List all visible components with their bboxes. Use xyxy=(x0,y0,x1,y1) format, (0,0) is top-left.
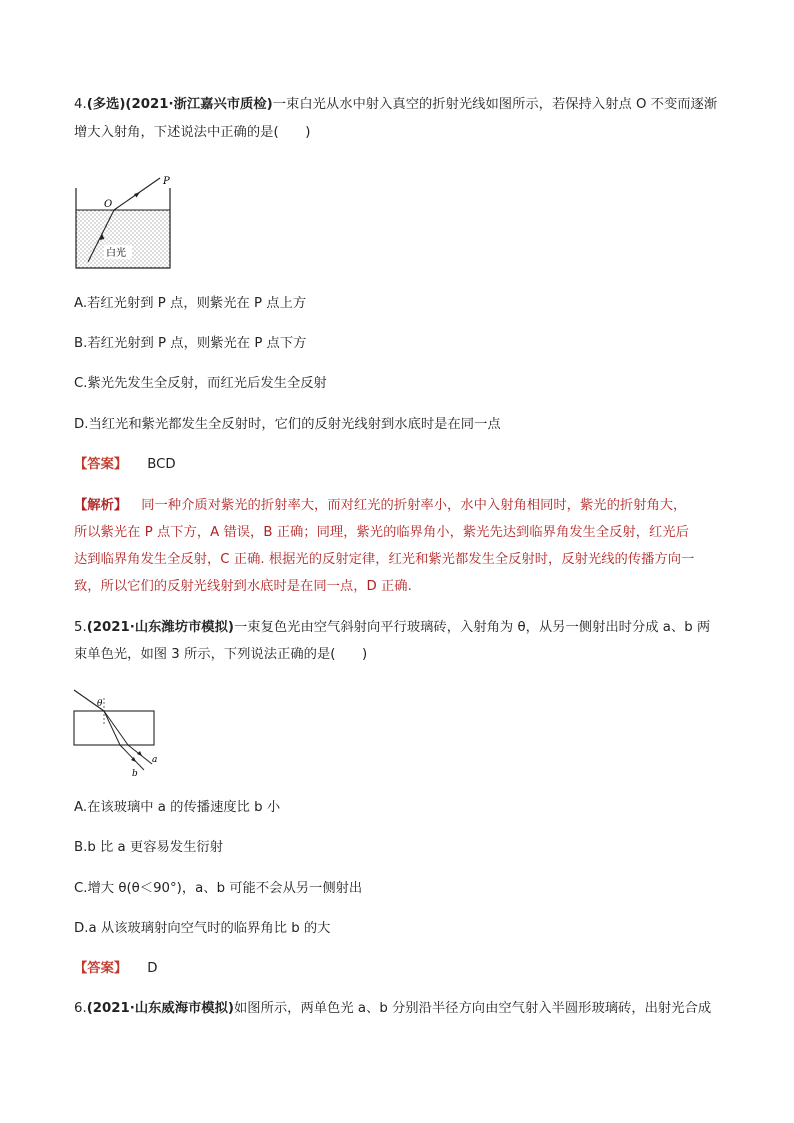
q6-number: 6. xyxy=(74,1001,87,1016)
q5-glass-brick-figure xyxy=(68,686,168,778)
ray-a-inside xyxy=(104,711,128,745)
q4-option-d: D.当红光和紫光都发生全反射时，它们的反射光线射到水底时是在同一点 xyxy=(74,417,501,432)
ray-b-inside xyxy=(104,711,120,745)
q5-stem-line2: 束单色光，如图 3 所示，下列说法正确的是( ) xyxy=(74,647,368,662)
q4-option-a: A.若红光射到 P 点，则紫光在 P 点上方 xyxy=(74,296,307,311)
answer-tag: 【答案】 xyxy=(74,457,128,472)
q4-refraction-figure xyxy=(70,162,180,272)
q5-option-c: C.增大 θ(θ＜90°)，a、b 可能不会从另一侧射出 xyxy=(74,881,363,896)
answer-value: D xyxy=(147,961,158,976)
ray-a-arrow xyxy=(137,751,142,756)
q4-answer xyxy=(74,456,176,474)
q4-analysis-line1 xyxy=(74,497,686,515)
q5-source-tag: (2021·山东潍坊市模拟) xyxy=(86,620,234,635)
glass-brick xyxy=(74,711,154,745)
answer-value: BCD xyxy=(147,457,176,472)
label-a: a xyxy=(152,755,158,765)
analysis-tag: 【解析】 xyxy=(74,498,128,513)
q6-stem-line1 xyxy=(74,1000,711,1018)
q4-analysis-line3: 达到临界角发生全反射，C 正确. 根据光的反射定律，红光和紫光都发生全反射时，反射光线的传播方向一 xyxy=(74,552,695,567)
answer-tag: 【答案】 xyxy=(74,961,128,976)
q4-analysis-line4: 致，所以它们的反射光线射到水底时是在同一点，D 正确. xyxy=(74,579,412,594)
q5-stem-text: 一束复色光由空气斜射向平行玻璃砖，入射角为 θ，从另一侧射出时分成 a、b 两 xyxy=(233,620,711,635)
label-p: P xyxy=(163,176,170,187)
analysis-text: 同一种介质对紫光的折射率大，而对红光的折射率小，水中入射角相同时，紫光的折射角大， xyxy=(141,498,687,513)
q5-option-d: D.a 从该玻璃射向空气时的临界角比 b 的大 xyxy=(74,921,331,936)
q6-source-tag: (2021·山东威海市模拟) xyxy=(86,1001,234,1016)
q4-stem-text: 一束白光从水中射入真空的折射光线如图所示，若保持入射点 O 不变而逐渐 xyxy=(272,97,718,112)
q4-source-tag: (多选)(2021·浙江嘉兴市质检) xyxy=(86,97,273,112)
q4-option-b: B.若红光射到 P 点，则紫光在 P 点下方 xyxy=(74,336,307,351)
q4-stem-line2: 增大入射角，下述说法中正确的是( ) xyxy=(74,125,311,140)
q5-option-a: A.在该玻璃中 a 的传播速度比 b 小 xyxy=(74,800,281,815)
label-o: O xyxy=(104,199,113,210)
refracted-arrow xyxy=(134,192,140,198)
q6-stem-text: 如图所示，两单色光 a、b 分别沿半径方向由空气射入半圆形玻璃砖，出射光合成 xyxy=(233,1001,712,1016)
label-white-light: 白光 xyxy=(106,248,126,259)
q4-analysis-line2: 所以紫光在 P 点下方，A 错误，B 正确；同理，紫光的临界角小，紫光先达到临界角发生全反射，红光后 xyxy=(74,525,689,540)
water-region xyxy=(76,210,170,268)
label-b: b xyxy=(132,769,138,778)
q4-stem-line1 xyxy=(74,96,717,114)
q5-stem-line1 xyxy=(74,619,710,637)
q4-number: 4. xyxy=(74,97,87,112)
q5-number: 5. xyxy=(74,620,87,635)
label-theta: θ xyxy=(97,699,103,709)
q5-option-b: B.b 比 a 更容易发生衍射 xyxy=(74,840,223,855)
q5-answer xyxy=(74,960,157,978)
q4-option-c: C.紫光先发生全反射，而红光后发生全反射 xyxy=(74,376,327,391)
